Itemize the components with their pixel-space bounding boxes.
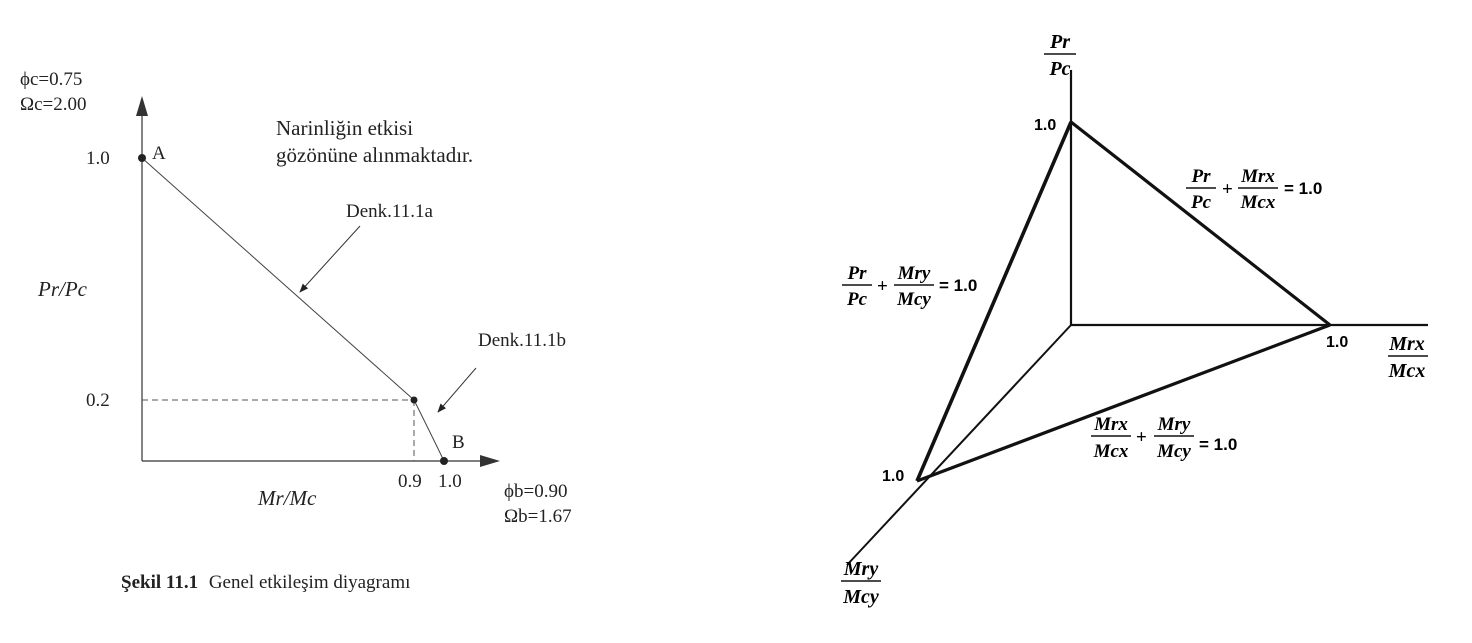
- mx-axis-den: Mcx: [1388, 360, 1426, 382]
- y-axis-arrow-icon: [136, 96, 148, 116]
- mx-axis-num: Mrx: [1389, 333, 1425, 355]
- eq-pmy-n1: Pr: [847, 263, 867, 284]
- eq-pmx-rhs: = 1.0: [1284, 179, 1323, 198]
- tick-mx-1: 1.0: [1326, 334, 1349, 351]
- point-a-marker: [138, 154, 146, 162]
- eq-label-a: Denk.11.1a: [346, 201, 433, 222]
- p-axis-num: Pr: [1050, 31, 1070, 53]
- x-axis-label: Mr/Mc: [258, 486, 317, 510]
- point-a-label: A: [152, 143, 166, 164]
- point-b-label: B: [452, 432, 465, 453]
- y-tick-top: 1.0: [86, 148, 110, 169]
- tick-my-1: 1.0: [882, 468, 905, 485]
- edge-p-mx: [1071, 122, 1330, 325]
- my-axis-den: Mcy: [843, 586, 879, 608]
- right-3d-interaction-diagram: [841, 31, 1428, 608]
- eq-pmx-plus: +: [1222, 179, 1233, 200]
- y-axis-label: Pr/Pc: [38, 277, 87, 301]
- x-tick-b: 1.0: [438, 471, 462, 492]
- line-eq-11-1b: [414, 400, 444, 461]
- edge-p-my: [917, 122, 1071, 481]
- eq-mm-d1: Mcx: [1093, 441, 1129, 462]
- omega-b-label: Ωb=1.67: [504, 506, 572, 527]
- tick-p-1: 1.0: [1034, 117, 1057, 134]
- equation-mx-my: [1091, 414, 1237, 462]
- x-axis-arrow-icon: [480, 455, 500, 467]
- caption-text: Genel etkileşim diyagramı: [208, 572, 411, 593]
- equation-p-my: [842, 263, 977, 310]
- left-interaction-diagram: [20, 69, 572, 593]
- omega-c-label: Ωc=2.00: [20, 94, 87, 115]
- note-line-1: Narinliğin etkisi: [276, 116, 414, 140]
- x-tick-a: 0.9: [398, 471, 422, 492]
- my-axis-label: [841, 558, 881, 608]
- eq-pmy-d2: Mcy: [897, 289, 931, 310]
- eq-mm-d2: Mcy: [1157, 441, 1191, 462]
- mx-axis-label: [1388, 333, 1428, 382]
- eq-pmy-plus: +: [877, 276, 888, 297]
- caption-number: Şekil 11.1: [121, 572, 199, 593]
- my-axis-num: Mry: [843, 558, 879, 580]
- eq-pmx-d2: Mcx: [1240, 192, 1276, 213]
- my-axis: [847, 325, 1071, 565]
- phi-b-label: ϕb=0.90: [504, 481, 568, 502]
- phi-c-label: ϕc=0.75: [20, 69, 83, 90]
- eq-mm-rhs: = 1.0: [1199, 435, 1238, 454]
- note-line-2: gözönüne alınmaktadır.: [276, 143, 474, 167]
- figure-caption: [121, 572, 410, 593]
- leader-eq-b: [438, 368, 476, 412]
- eq-pmy-d1: Pc: [846, 289, 868, 310]
- eq-pmy-rhs: = 1.0: [939, 276, 978, 295]
- eq-mm-n1: Mrx: [1094, 414, 1128, 435]
- leader-eq-a: [300, 226, 360, 292]
- point-b-marker: [440, 457, 448, 465]
- equation-p-mx: [1186, 166, 1322, 213]
- point-mid-marker: [411, 397, 418, 404]
- eq-mm-plus: +: [1136, 427, 1147, 448]
- eq-pmx-n1: Pr: [1191, 166, 1211, 187]
- eq-pmx-d1: Pc: [1190, 192, 1212, 213]
- p-axis-den: Pc: [1049, 58, 1071, 80]
- eq-pmx-n2: Mrx: [1241, 166, 1275, 187]
- line-eq-11-1a: [142, 158, 414, 400]
- eq-pmy-n2: Mry: [897, 263, 931, 284]
- eq-label-b: Denk.11.1b: [478, 330, 566, 351]
- y-tick-mid: 0.2: [86, 390, 110, 411]
- eq-mm-n2: Mry: [1157, 414, 1191, 435]
